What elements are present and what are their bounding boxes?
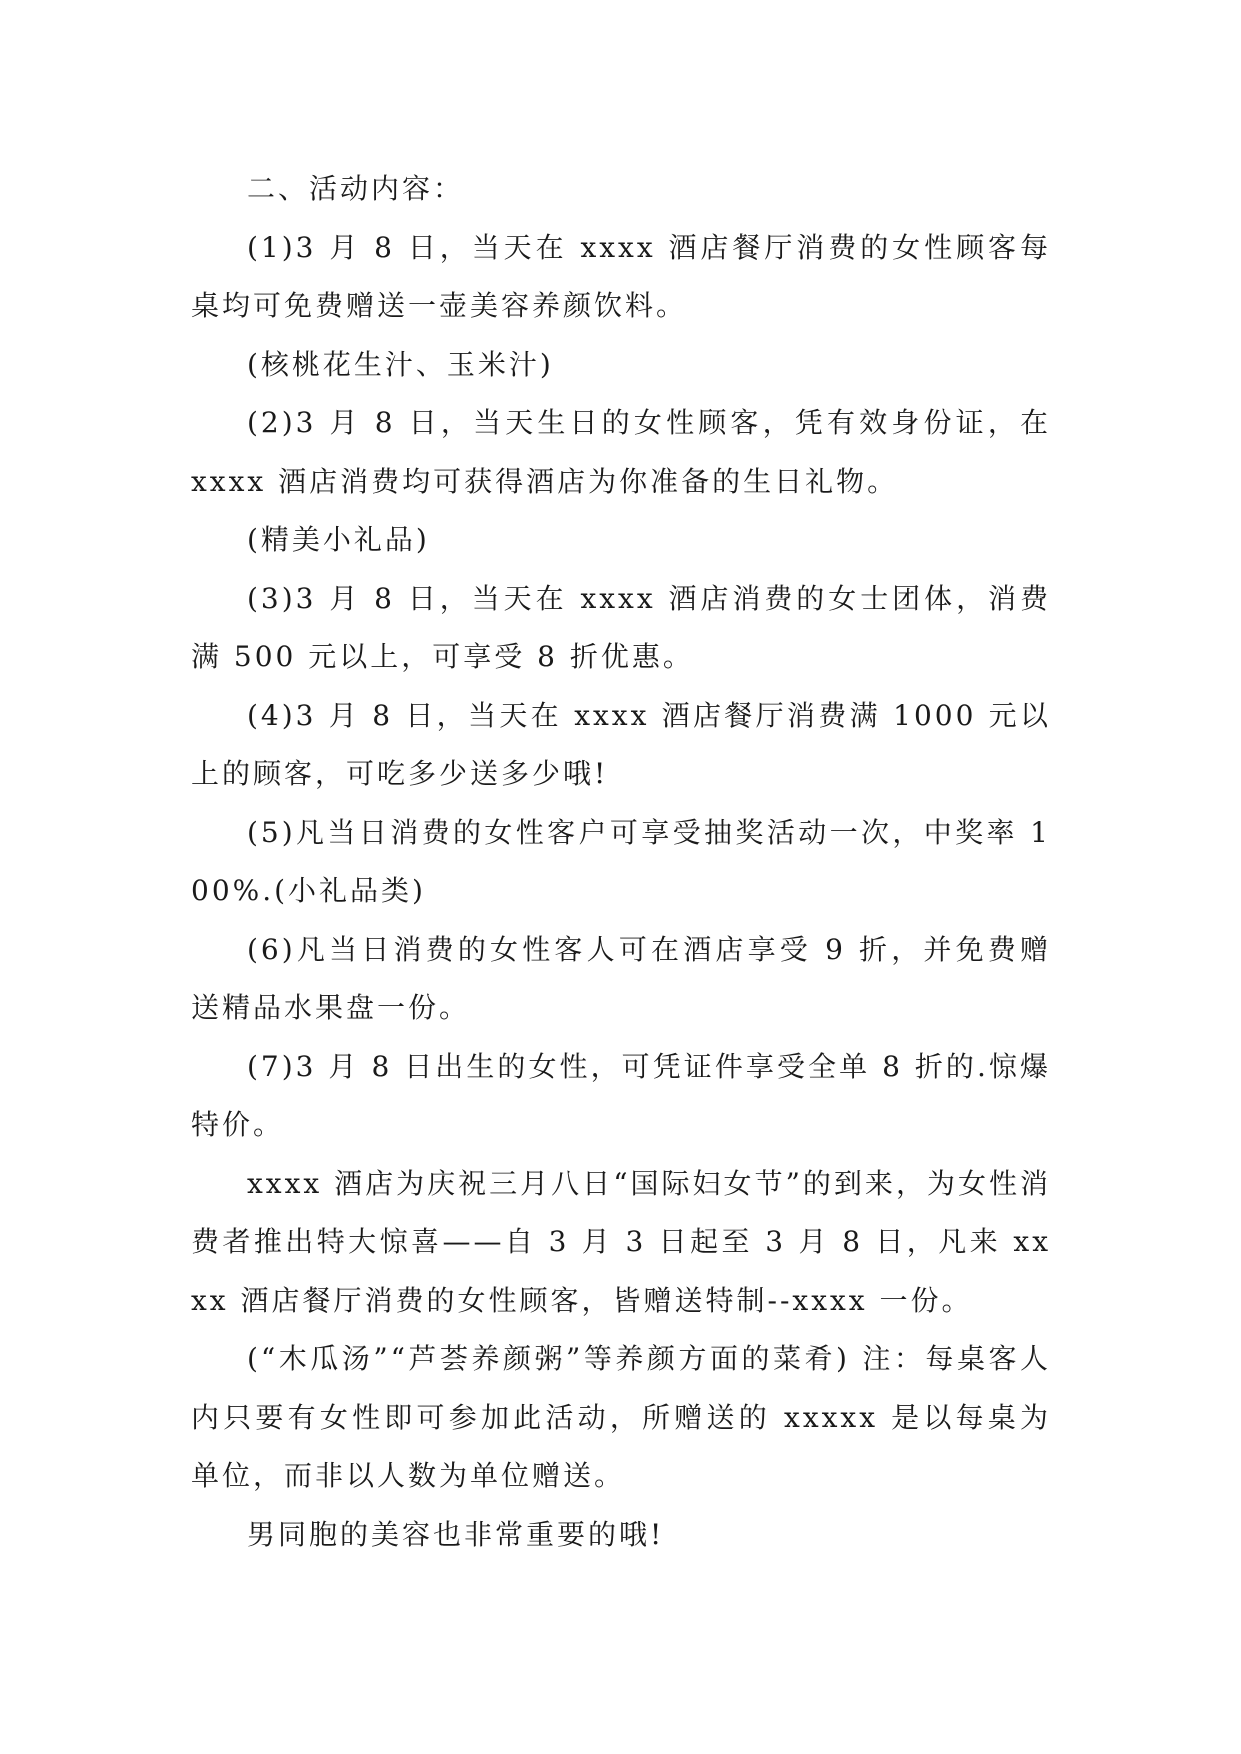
paragraph-item-1-note: (核桃花生汁、玉米汁) [247, 347, 554, 381]
paragraph-item-1: (1)3 月 8 日，当天在 xxxx 酒店餐厅消费的女性顾客每桌均可免费赠送一壶美容养颜饮料。 [191, 230, 1051, 322]
paragraph-item-7: (7)3 月 8 日出生的女性，可凭证件享受全单 8 折的.惊爆特价。 [191, 1049, 1051, 1141]
paragraph-closing: 男同胞的美容也非常重要的哦! [247, 1517, 665, 1551]
paragraph-item-3: (3)3 月 8 日，当天在 xxxx 酒店消费的女士团体，消费满 500 元以上，可享受 8 折优惠。 [191, 581, 1051, 673]
document-body [191, 160, 1051, 1564]
paragraph-promotion: xxxx 酒店为庆祝三月八日“国际妇女节”的到来，为女性消费者推出特大惊喜——自 3 月 3 日起至 3 月 8 日，凡来 xxxx 酒店餐厅消费的女性顾客，皆赠送特制--xxxx 一份。 [191, 1166, 1051, 1317]
paragraph-item-4: (4)3 月 8 日，当天在 xxxx 酒店餐厅消费满 1000 元以上的顾客，可吃多少送多少哦! [191, 698, 1051, 790]
paragraph-item-2-note: (精美小礼品) [247, 523, 430, 556]
paragraph-item-6: (6)凡当日消费的女性客人可在酒店享受 9 折，并免费赠送精品水果盘一份。 [191, 932, 1051, 1024]
paragraph-item-2: (2)3 月 8 日，当天生日的女性顾客，凭有效身份证，在 xxxx 酒店消费均可获得酒店为你准备的生日礼物。 [191, 406, 1051, 498]
section-heading: 二、活动内容： [247, 172, 465, 205]
paragraph-item-5: (5)凡当日消费的女性客户可享受抽奖活动一次，中奖率 100%.(小礼品类) [191, 815, 1051, 907]
paragraph-promotion-note: (“木瓜汤”“芦荟养颜粥”等养颜方面的菜肴) 注：每桌客人内只要有女性即可参加此活动，所赠送的 xxxxx 是以每桌为单位，而非以人数为单位赠送。 [191, 1342, 1051, 1492]
